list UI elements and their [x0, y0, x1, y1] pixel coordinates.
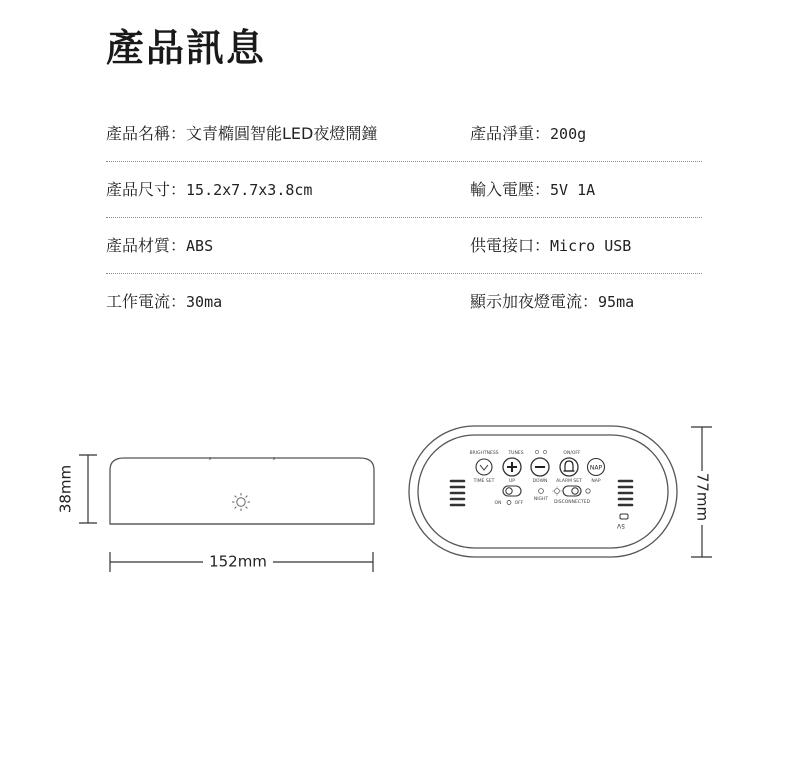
night-light-indicator-icon	[539, 489, 544, 494]
alarm-set-button[interactable]	[560, 458, 578, 476]
spec-label: 供電接口：	[470, 236, 551, 255]
micro-usb-label: 5V	[617, 522, 625, 529]
nap-label: NAP	[591, 479, 601, 484]
spec-value: 95ma	[598, 293, 635, 311]
spec-value: 文青橢圓智能LED夜燈鬧鐘	[186, 124, 378, 143]
width-dimension-label: 152mm	[209, 552, 267, 571]
left-speaker-grille	[451, 481, 464, 505]
spec-label: 顯示加夜燈電流：	[470, 292, 599, 311]
night-label: NIGHT	[533, 497, 549, 502]
night-light-sun-icon	[232, 493, 250, 511]
spec-value: 5V 1A	[550, 181, 596, 199]
page-title: 產品訊息	[106, 26, 267, 70]
top-view	[409, 426, 677, 557]
brightness-label: BRIGHTNESS	[469, 451, 499, 456]
spec-label: 產品材質：	[106, 236, 187, 255]
power-toggle-switch[interactable]	[503, 486, 521, 496]
bell-icon	[565, 461, 573, 471]
spec-label: 產品淨重：	[470, 124, 551, 143]
alarm-toggle-switch[interactable]	[563, 486, 581, 496]
side-view	[110, 457, 374, 524]
spec-value: 15.2x7.7x3.8cm	[186, 181, 313, 199]
spec-value: 30ma	[186, 293, 223, 311]
nap-button[interactable]	[588, 459, 605, 476]
disconnected-label: DISCONNECTED	[553, 500, 591, 505]
on-off-top-label: ON/OFF	[563, 451, 581, 456]
chevron-down-icon	[480, 465, 488, 470]
alarm-off-icon	[586, 489, 590, 493]
spec-label: 產品名稱：	[106, 124, 187, 143]
disconnect-sun-icon	[553, 487, 562, 496]
indicator-dot-icon	[543, 450, 546, 453]
micro-usb-port	[620, 514, 628, 519]
alarm-set-label: ALARM SET	[556, 479, 582, 484]
right-speaker-grille	[619, 481, 632, 505]
off-label: OFF	[514, 501, 524, 506]
time-set-label: TIME SET	[473, 479, 495, 484]
up-label: UP	[508, 479, 516, 484]
on-label: ON	[494, 501, 502, 506]
nap-button-label: NAP	[589, 464, 603, 472]
depth-dimension-label: 77mm	[693, 472, 712, 522]
tunes-label: TUNES	[508, 451, 524, 456]
spec-value: 200g	[550, 125, 587, 143]
spec-label: 產品尺寸：	[106, 180, 187, 199]
height-dimension	[79, 455, 97, 523]
spec-value: ABS	[186, 237, 214, 255]
down-button[interactable]	[531, 458, 549, 476]
indicator-dot-icon	[535, 450, 538, 453]
switch-position-icon	[507, 501, 511, 505]
spec-value: Micro USB	[550, 237, 632, 255]
brightness-button[interactable]	[476, 459, 492, 475]
height-dimension-label: 38mm	[56, 464, 75, 514]
up-button[interactable]	[503, 458, 521, 476]
side-view-outline	[110, 458, 374, 524]
down-label: DOWN	[532, 479, 548, 484]
spec-label: 輸入電壓：	[470, 180, 551, 199]
spec-label: 工作電流：	[106, 292, 187, 311]
